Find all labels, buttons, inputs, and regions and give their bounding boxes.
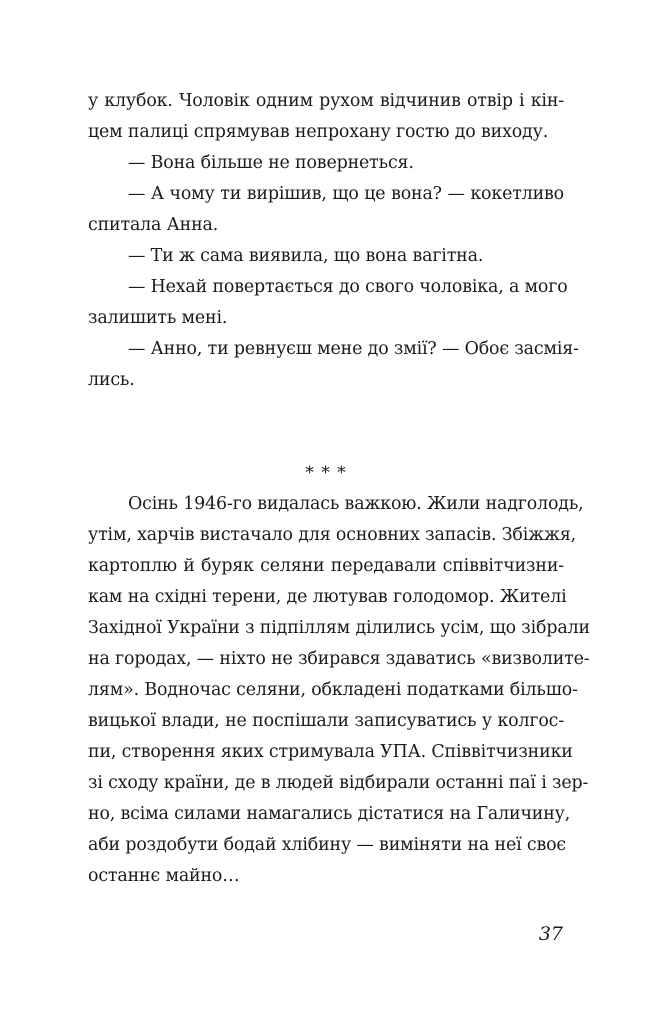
section-separator: * * * [305, 463, 347, 483]
dialogue-line: — Нехай повертається до свого чоловіка, а мого [128, 277, 568, 297]
dialogue-section [88, 86, 579, 396]
dialogue-line: — Ти ж сама виявила, що вона вагітна. [128, 246, 484, 266]
text-line: останнє майно… [88, 866, 240, 886]
text-line: спитала Анна. [88, 215, 219, 235]
text-line: лись. [88, 370, 135, 390]
text-line: Західної України з підпіллям ділились усім, що зібрали [88, 618, 590, 638]
text-line: утім, харчів вистачало для основних запасів. Збіжжя, [88, 525, 577, 545]
dialogue-line: — Анно, ти ревнуєш мене до змії? — Обоє засмія- [128, 339, 579, 359]
text-line: кам на східні терени, де лютував голодомор. Жителі [88, 587, 567, 607]
text-line: цем палиці спрямував непрохану гостю до виходу. [88, 122, 549, 142]
dialogue-line: — А чому ти вирішив, що це вона? — кокетливо [128, 184, 564, 204]
text-line: на городах, — ніхто не збирався здаватись «визволите- [88, 649, 590, 669]
text-line: аби роздобути бодай хлібину — виміняти на неї своє [88, 835, 567, 855]
book-page-text [88, 86, 590, 892]
section-gap [88, 396, 564, 458]
text-line: картоплю й буряк селяни передавали співвітчизни- [88, 556, 564, 576]
text-line: зі сходу країни, де в людей відбирали останні паї і зер- [88, 773, 589, 793]
text-line: у клубок. Чоловік одним рухом відчинив отвір і кін- [88, 91, 564, 111]
text-line: но, всіма силами намагались дістатися на Галичину, [88, 804, 571, 824]
page-number: 37 [538, 923, 563, 945]
text-line: залишить мені. [88, 308, 228, 328]
dialogue-line: — Вона більше не повернеться. [128, 153, 414, 173]
narrative-section [88, 489, 590, 892]
text-line: пи, створення яких стримувала УПА. Співвітчизники [88, 742, 573, 762]
text-line: вицької влади, не поспішали записуватись у колгос- [88, 711, 564, 731]
paragraph-first-line: Осінь 1946-го видалась важкою. Жили надголодь, [128, 494, 584, 514]
text-line: лям». Водночас селяни, обкладені податками більшо- [88, 680, 578, 700]
